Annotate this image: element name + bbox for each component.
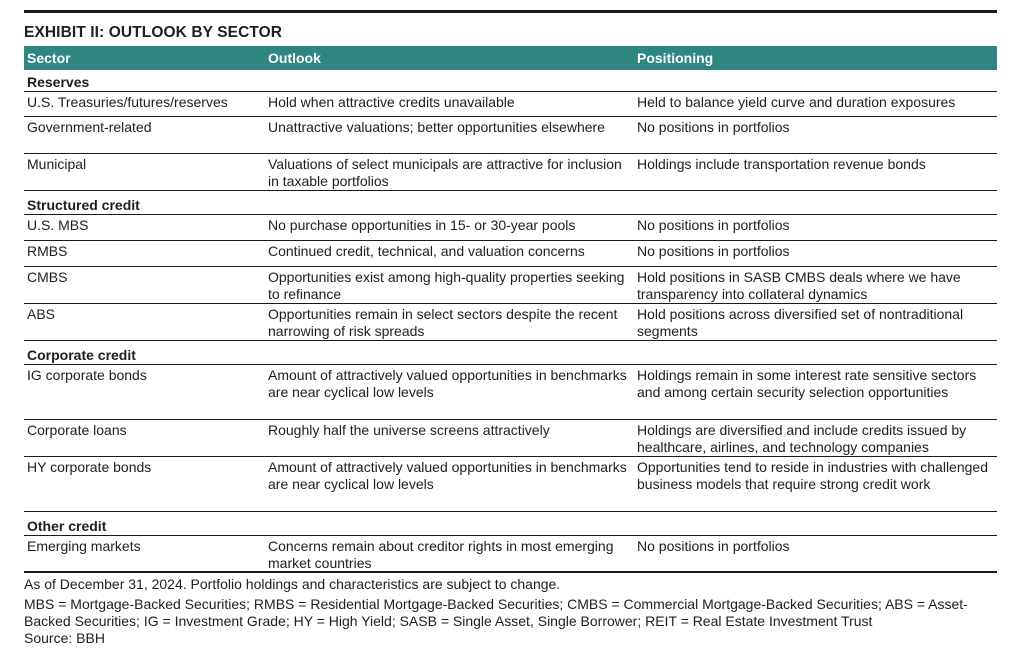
table-row	[24, 154, 997, 191]
table-row	[24, 241, 997, 267]
cell-sector: U.S. MBS	[27, 217, 89, 233]
cell-positioning: Hold positions across diversified set of nontraditional segments	[637, 306, 964, 339]
source-note: Source: BBH	[24, 630, 105, 646]
cell-outlook: Opportunities exist among high-quality properties seeking to refinance	[268, 269, 625, 302]
cell-outlook: Amount of attractively valued opportunities in benchmarks are near cyclical low levels	[268, 367, 627, 400]
header-sector: Sector	[27, 50, 71, 66]
cell-sector: Municipal	[27, 156, 87, 172]
section-corporate-credit: Corporate credit	[24, 341, 997, 365]
table-row	[24, 304, 997, 341]
section-other-credit: Other credit	[24, 512, 997, 536]
cell-sector: CMBS	[27, 269, 68, 285]
table-row	[24, 92, 997, 117]
cell-outlook: Concerns remain about creditor rights in most emerging market countries	[268, 538, 614, 571]
cell-positioning: No positions in portfolios	[637, 538, 790, 554]
exhibit-title: EXHIBIT II: OUTLOOK BY SECTOR	[24, 24, 283, 41]
cell-positioning: No positions in portfolios	[637, 119, 790, 135]
sector-table	[24, 46, 997, 573]
table-row	[24, 215, 997, 241]
cell-outlook: Roughly half the universe screens attractively	[268, 422, 550, 438]
cell-sector: ABS	[27, 306, 56, 322]
cell-outlook: Unattractive valuations; better opportunities elsewhere	[268, 119, 605, 135]
cell-positioning: Holdings include transportation revenue bonds	[637, 156, 926, 172]
cell-outlook: Valuations of select municipals are attractive for inclusion in taxable portfolios	[268, 156, 622, 189]
cell-sector: U.S. Treasuries/futures/reserves	[27, 94, 228, 110]
table-row	[24, 420, 997, 457]
cell-positioning: Holdings are diversified and include credits issued by healthcare, airlines, and technology companies	[637, 422, 967, 455]
table-row	[24, 457, 997, 512]
cell-positioning: Hold positions in SASB CMBS deals where we have transparency into collateral dynamics	[637, 269, 961, 302]
cell-sector: Government-related	[27, 119, 152, 135]
table-header	[24, 46, 997, 70]
cell-sector: RMBS	[27, 243, 68, 259]
cell-positioning: No positions in portfolios	[637, 243, 790, 259]
table-row	[24, 117, 997, 154]
cell-positioning: Holdings remain in some interest rate sensitive sectors and among certain security selection opportunities	[637, 367, 977, 400]
header-outlook: Outlook	[268, 50, 321, 66]
as-of-note: As of December 31, 2024. Portfolio holdings and characteristics are subject to change.	[24, 576, 561, 592]
cell-sector: IG corporate bonds	[27, 367, 147, 383]
table-row	[24, 536, 997, 573]
cell-positioning: Opportunities tend to reside in industries with challenged business models that require strong credit work	[637, 459, 988, 492]
cell-sector: Emerging markets	[27, 538, 141, 554]
cell-sector: Corporate loans	[27, 422, 127, 438]
table-row	[24, 267, 997, 304]
exhibit	[24, 10, 997, 647]
cell-outlook: Opportunities remain in select sectors despite the recent narrowing of risk spreads	[268, 306, 618, 339]
cell-outlook: Hold when attractive credits unavailable	[268, 94, 515, 110]
section-reserves: Reserves	[24, 70, 997, 92]
abbreviations-note: MBS = Mortgage-Backed Securities; RMBS = Residential Mortgage-Backed Securities; CMBS = Commercial Mortgage-Backed Securities; ABS = Asset-Backed Securities; IG = Investment Grade; HY = High Yield; SASB = Single Asset, Single Borrower; REIT = Real Estate Investment Trust	[24, 596, 968, 629]
table-row	[24, 365, 997, 420]
cell-outlook: Amount of attractively valued opportunities in benchmarks are near cyclical low levels	[268, 459, 627, 492]
cell-positioning: Held to balance yield curve and duration exposures	[637, 94, 956, 110]
footnotes	[24, 576, 997, 647]
section-structured-credit: Structured credit	[24, 191, 997, 215]
cell-sector: HY corporate bonds	[27, 459, 152, 475]
cell-positioning: No positions in portfolios	[637, 217, 790, 233]
cell-outlook: Continued credit, technical, and valuation concerns	[268, 243, 585, 259]
header-positioning: Positioning	[637, 50, 714, 66]
cell-outlook: No purchase opportunities in 15- or 30-year pools	[268, 217, 576, 233]
